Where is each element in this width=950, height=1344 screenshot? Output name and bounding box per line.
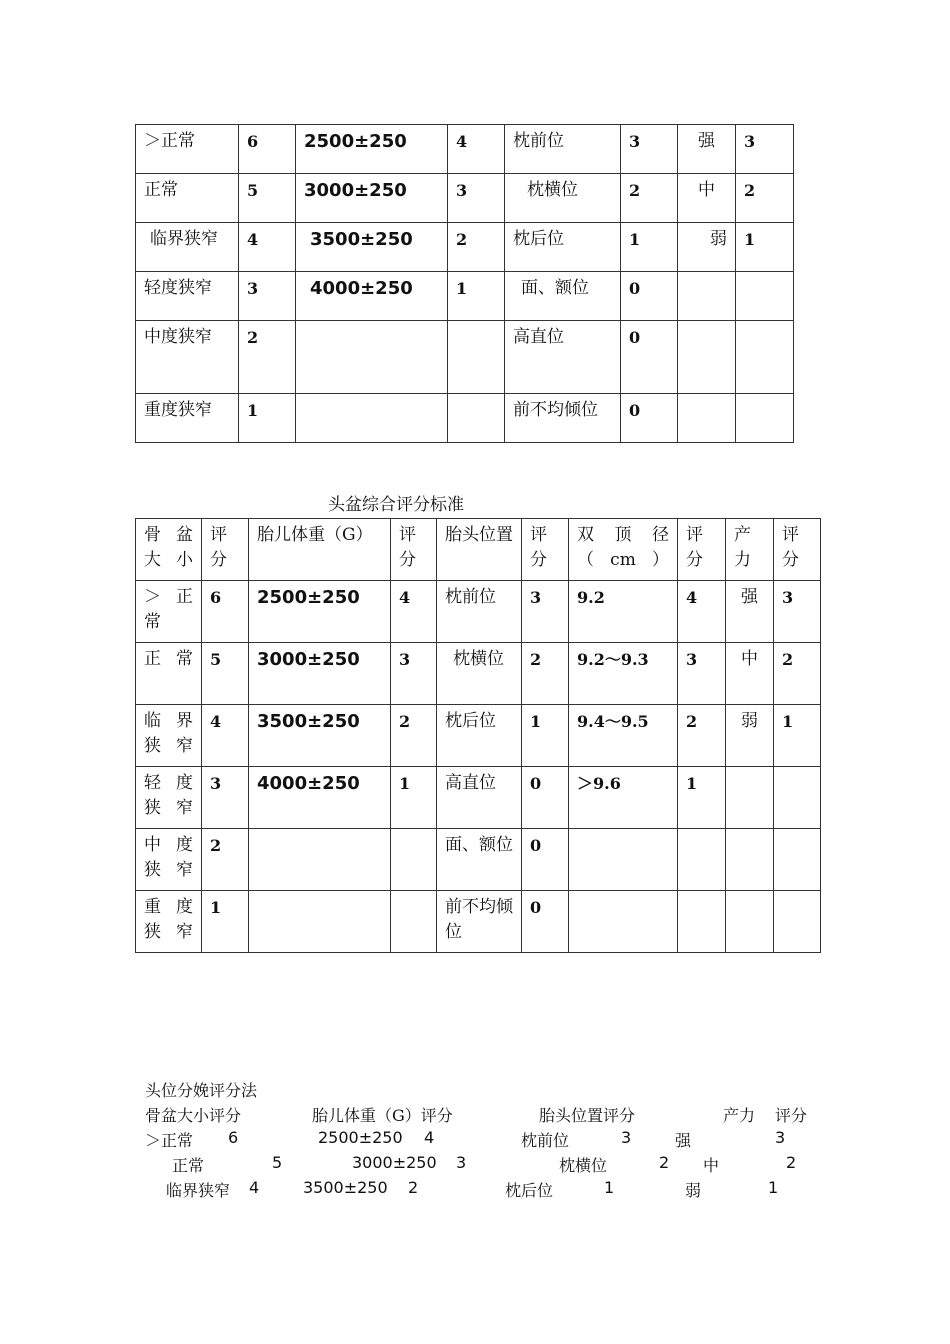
table-cell: 0 <box>522 767 569 829</box>
table-cell: 3 <box>202 767 249 829</box>
table-row <box>136 581 821 643</box>
table-cell <box>448 321 505 394</box>
table-cell: 弱 <box>678 223 736 272</box>
plain-cell: 3 <box>775 1128 786 1147</box>
table-cell: 中 <box>678 174 736 223</box>
head-pelvis-score-table <box>135 518 821 953</box>
table-cell: 中 <box>726 643 774 705</box>
table-cell <box>726 829 774 891</box>
table-cell: 1 <box>239 394 296 443</box>
section-title: 头位分娩评分法 <box>145 1081 258 1100</box>
table-title: 头盆综合评分标准 <box>328 495 464 515</box>
plain-cell: 弱 <box>685 1181 702 1200</box>
table-cell: 临界狭窄 <box>136 223 239 272</box>
table-cell <box>726 767 774 829</box>
table-cell: 枕后位 <box>437 705 522 767</box>
table-cell: 1 <box>391 767 437 829</box>
column-header: 胎儿体重（G） <box>249 519 391 581</box>
table-cell <box>296 394 448 443</box>
table-cell <box>774 767 821 829</box>
table-cell <box>726 891 774 953</box>
table-cell: 4 <box>678 581 726 643</box>
table-cell: 3 <box>239 272 296 321</box>
table-cell: 2 <box>678 705 726 767</box>
table-row <box>136 829 821 891</box>
column-header: 评分 <box>202 519 249 581</box>
plain-cell: 枕后位 <box>505 1181 554 1200</box>
table-cell: 重度狭窄 <box>136 394 239 443</box>
plain-cell: 2 <box>786 1153 797 1172</box>
table-cell: 4 <box>239 223 296 272</box>
plain-cell: 4 <box>249 1178 260 1197</box>
table-cell: 2500±250 <box>249 581 391 643</box>
table-row <box>136 643 821 705</box>
table-cell <box>678 829 726 891</box>
table-cell: 3 <box>448 174 505 223</box>
table-cell: 6 <box>202 581 249 643</box>
plain-cell: 4 <box>424 1128 435 1147</box>
header-position-score: 胎头位置评分 <box>539 1106 636 1125</box>
table-cell: 0 <box>621 321 678 394</box>
table-cell <box>296 321 448 394</box>
table-cell: 2 <box>522 643 569 705</box>
table-cell: 正常 <box>136 174 239 223</box>
table-cell: 前不均倾位 <box>505 394 621 443</box>
table-cell: 2 <box>202 829 249 891</box>
score-table-partial <box>135 124 794 443</box>
table-cell: 3000±250 <box>296 174 448 223</box>
table-cell: 3 <box>522 581 569 643</box>
table-header-row <box>136 519 821 581</box>
header-force: 产力 <box>723 1106 756 1125</box>
table-cell <box>678 272 736 321</box>
table-cell: 3 <box>678 643 726 705</box>
table-cell: 2 <box>391 705 437 767</box>
table-cell: 3500±250 <box>296 223 448 272</box>
table-cell <box>736 394 794 443</box>
table-cell <box>391 829 437 891</box>
table-cell: 1 <box>774 705 821 767</box>
table-cell: 枕后位 <box>505 223 621 272</box>
table-cell: 1 <box>202 891 249 953</box>
table-cell: 弱 <box>726 705 774 767</box>
table-cell: 0 <box>522 829 569 891</box>
column-header: 双顶径（cm） <box>569 519 678 581</box>
table-cell: 强 <box>726 581 774 643</box>
plain-cell: 3 <box>621 1128 632 1147</box>
table-cell: 前不均倾位 <box>437 891 522 953</box>
column-header: 产力 <box>726 519 774 581</box>
column-header: 评分 <box>522 519 569 581</box>
table-cell: ＞正常 <box>136 581 202 643</box>
table-cell: 9.4～9.5 <box>569 705 678 767</box>
table-cell: 2 <box>774 643 821 705</box>
plain-cell: 枕横位 <box>559 1156 608 1175</box>
table-cell <box>448 394 505 443</box>
table-cell <box>736 272 794 321</box>
table-cell: 0 <box>621 394 678 443</box>
column-header: 评分 <box>774 519 821 581</box>
plain-cell: 正常 <box>172 1156 205 1175</box>
column-header: 胎头位置 <box>437 519 522 581</box>
plain-cell: 2 <box>659 1153 670 1172</box>
table-cell <box>678 394 736 443</box>
table-cell: 9.2 <box>569 581 678 643</box>
plain-cell: 临界狭窄 <box>166 1181 231 1200</box>
table-cell: 5 <box>202 643 249 705</box>
table-cell: 5 <box>239 174 296 223</box>
table-cell: 3 <box>621 125 678 174</box>
table-cell <box>569 829 678 891</box>
table-cell: 6 <box>239 125 296 174</box>
table-row <box>136 394 794 443</box>
table-cell: 面、额位 <box>437 829 522 891</box>
table-cell: 2 <box>621 174 678 223</box>
table-cell <box>391 891 437 953</box>
table-cell: 中度狭窄 <box>136 321 239 394</box>
table-cell <box>678 891 726 953</box>
plain-cell: 6 <box>228 1128 239 1147</box>
header-weight-score: 胎儿体重（G）评分 <box>312 1106 453 1125</box>
table-cell: 4 <box>391 581 437 643</box>
table-cell <box>678 321 736 394</box>
table-cell: 枕横位 <box>505 174 621 223</box>
table-cell: 正常 <box>136 643 202 705</box>
table-cell: 临界狭窄 <box>136 705 202 767</box>
plain-cell: 1 <box>768 1178 779 1197</box>
table-cell: 2 <box>239 321 296 394</box>
table-cell: 3000±250 <box>249 643 391 705</box>
plain-cell: 3 <box>456 1153 467 1172</box>
table-cell <box>569 891 678 953</box>
table-cell <box>736 321 794 394</box>
plain-cell: 2500±250 <box>318 1128 403 1147</box>
plain-cell: 枕前位 <box>521 1131 570 1150</box>
table-cell: ＞正常 <box>136 125 239 174</box>
table-cell: 高直位 <box>437 767 522 829</box>
table-cell: 2500±250 <box>296 125 448 174</box>
table-cell: 轻度狭窄 <box>136 767 202 829</box>
table-cell: 4000±250 <box>296 272 448 321</box>
table-cell: 枕前位 <box>505 125 621 174</box>
table-cell: 枕前位 <box>437 581 522 643</box>
table-cell: ＞9.6 <box>569 767 678 829</box>
table-cell: 1 <box>522 705 569 767</box>
table-cell: 1 <box>678 767 726 829</box>
table-cell: 3 <box>774 581 821 643</box>
plain-cell: 5 <box>272 1153 283 1172</box>
table-cell: 枕横位 <box>437 643 522 705</box>
table-cell: 3500±250 <box>249 705 391 767</box>
plain-cell: 1 <box>604 1178 615 1197</box>
table-row <box>136 321 794 394</box>
table-cell: 1 <box>448 272 505 321</box>
table-row <box>136 705 821 767</box>
column-header: 评分 <box>678 519 726 581</box>
table-cell: 高直位 <box>505 321 621 394</box>
table-cell: 0 <box>621 272 678 321</box>
plain-cell: ＞正常 <box>145 1131 194 1150</box>
table-cell <box>774 891 821 953</box>
table-cell: 重度狭窄 <box>136 891 202 953</box>
table-row <box>136 125 794 174</box>
table-cell: 3 <box>736 125 794 174</box>
table-cell: 4 <box>202 705 249 767</box>
table-cell: 1 <box>736 223 794 272</box>
column-header: 骨盆大小 <box>136 519 202 581</box>
table-cell: 2 <box>448 223 505 272</box>
plain-cell: 3500±250 <box>303 1178 388 1197</box>
table-cell <box>249 891 391 953</box>
table-cell: 3 <box>391 643 437 705</box>
table-cell <box>774 829 821 891</box>
table-cell: 4 <box>448 125 505 174</box>
table-cell: 4000±250 <box>249 767 391 829</box>
plain-cell: 3000±250 <box>352 1153 437 1172</box>
plain-cell: 中 <box>703 1156 720 1175</box>
table-row <box>136 767 821 829</box>
plain-cell: 2 <box>408 1178 419 1197</box>
table-cell: 强 <box>678 125 736 174</box>
table-cell: 0 <box>522 891 569 953</box>
table-row <box>136 891 821 953</box>
table-cell: 轻度狭窄 <box>136 272 239 321</box>
header-score: 评分 <box>775 1106 808 1125</box>
table-cell: 中度狭窄 <box>136 829 202 891</box>
table-row <box>136 272 794 321</box>
table-cell <box>249 829 391 891</box>
table-row <box>136 174 794 223</box>
plain-cell: 强 <box>675 1131 692 1150</box>
table-cell: 9.2～9.3 <box>569 643 678 705</box>
column-header: 评分 <box>391 519 437 581</box>
table-cell: 1 <box>621 223 678 272</box>
table-row <box>136 223 794 272</box>
table-cell: 2 <box>736 174 794 223</box>
header-pelvis-score: 骨盆大小评分 <box>145 1106 242 1125</box>
table-cell: 面、额位 <box>505 272 621 321</box>
